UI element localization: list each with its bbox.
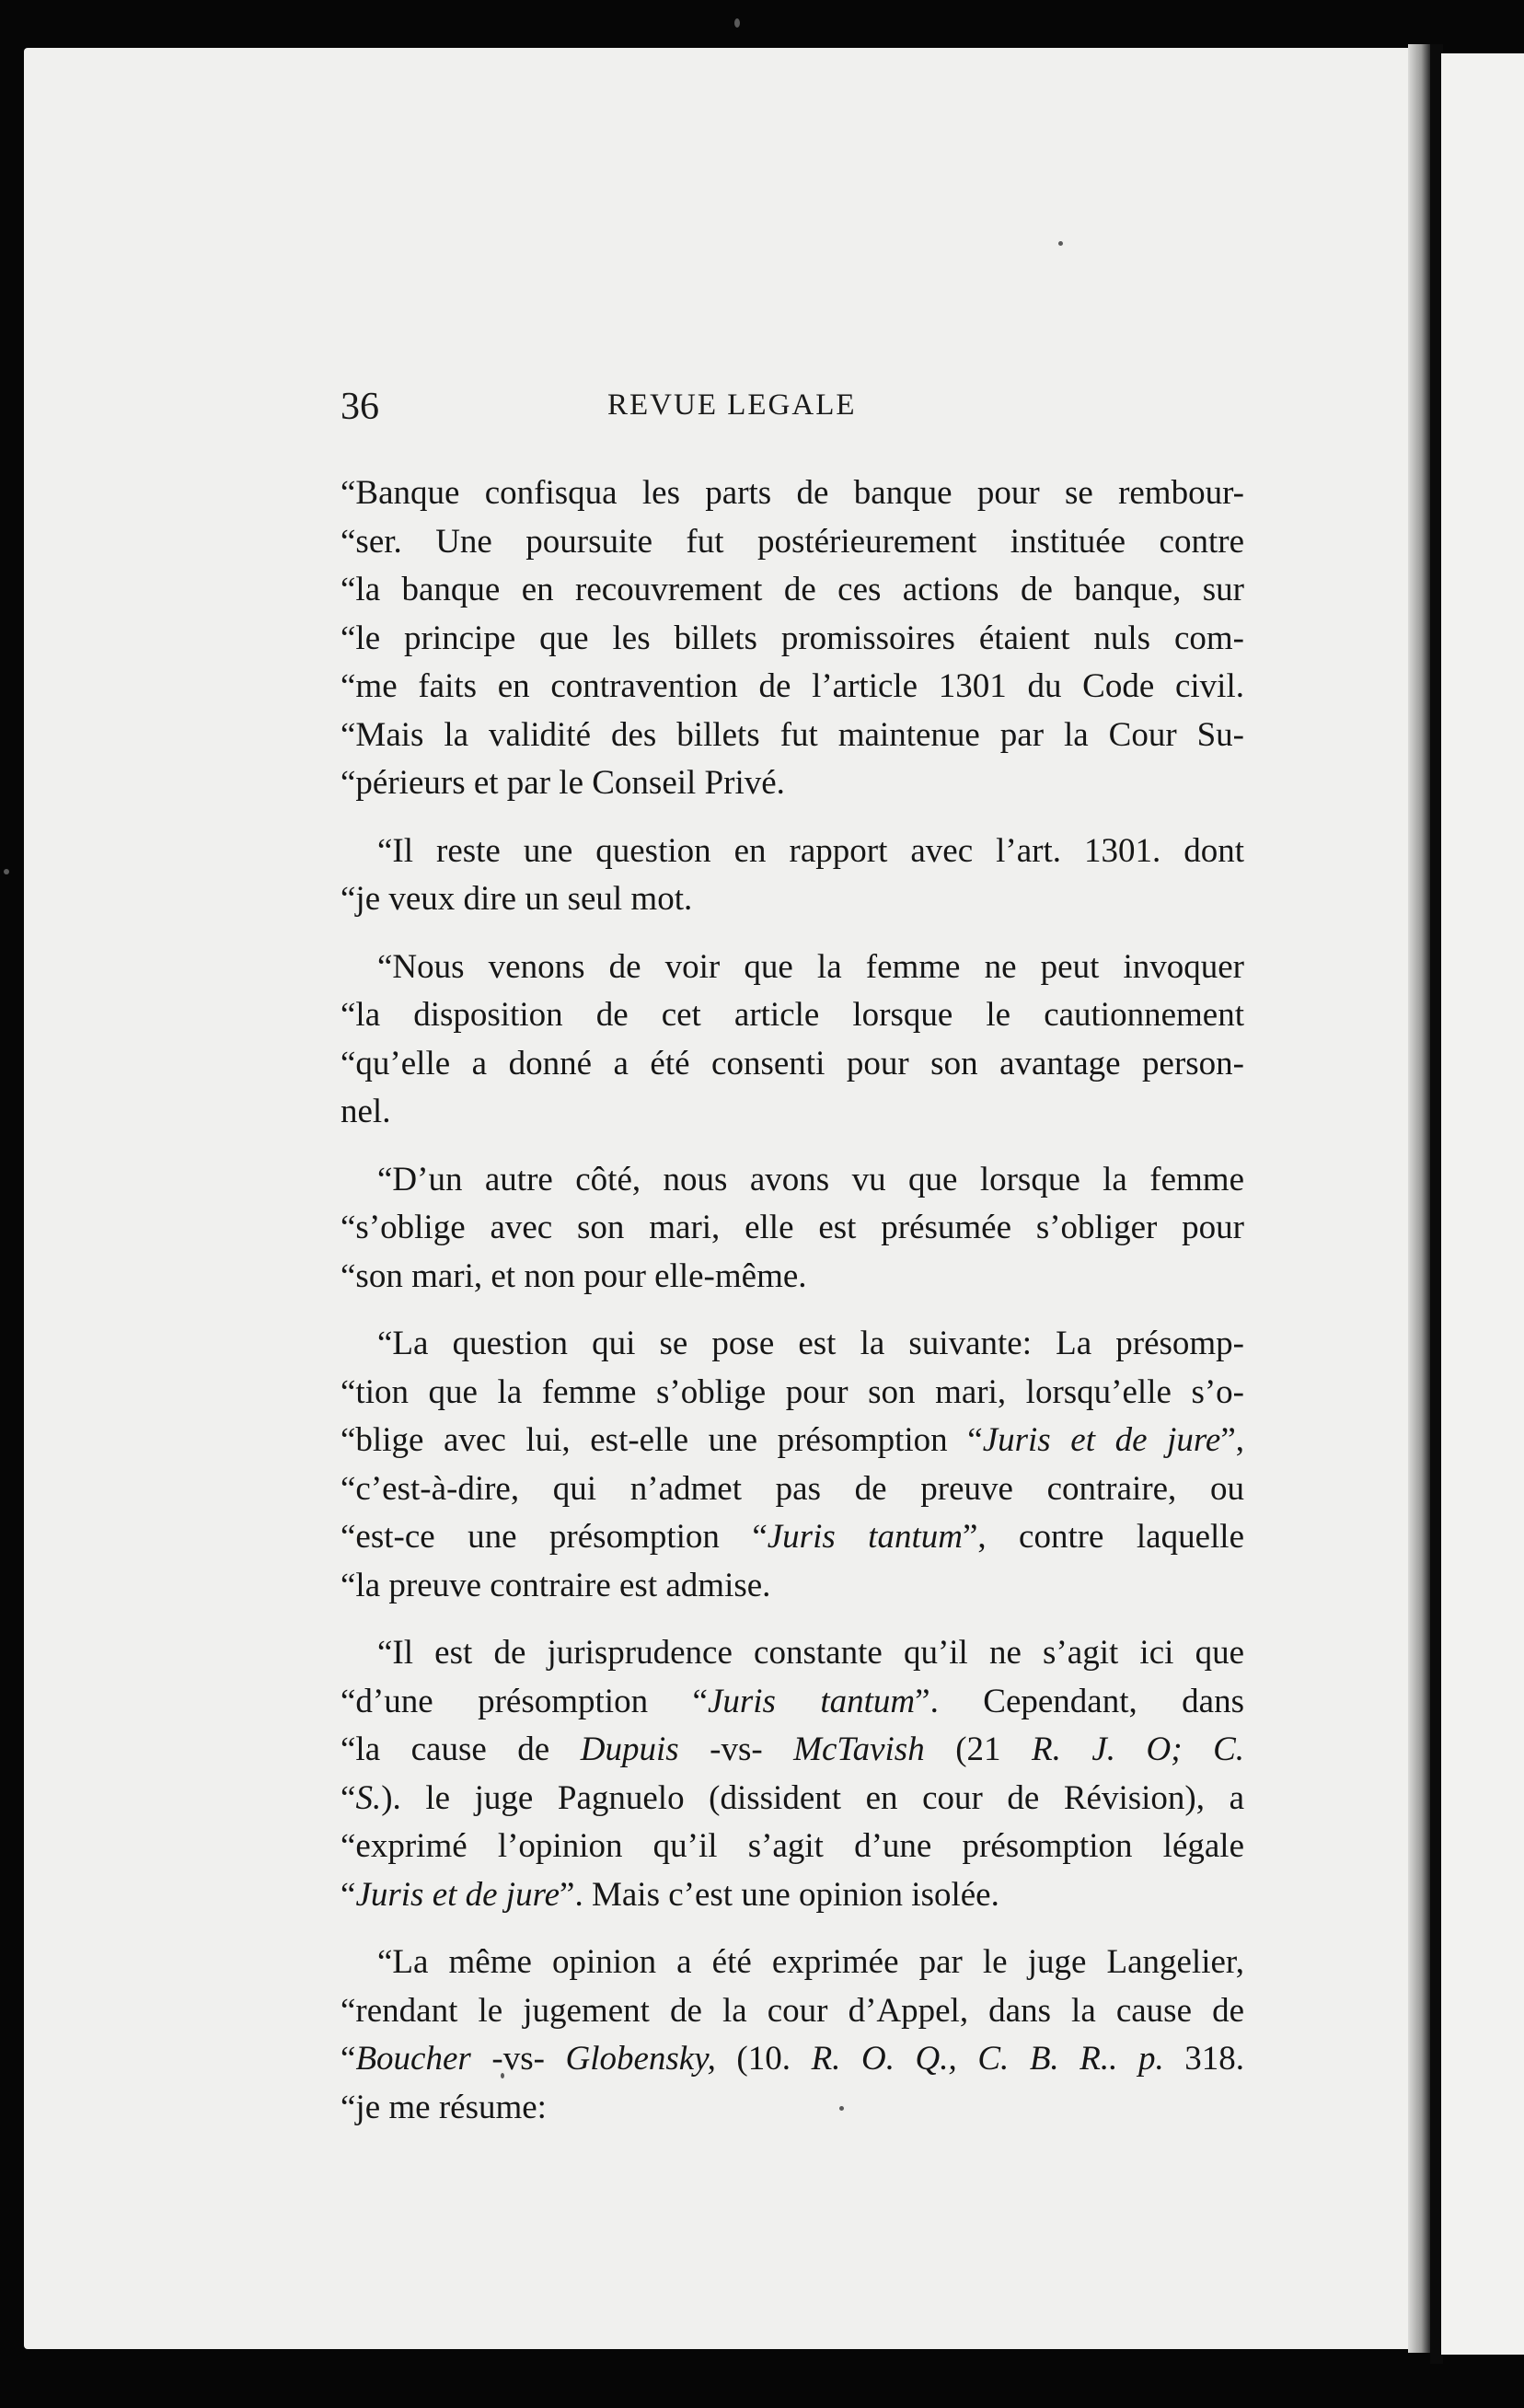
text-line: “rendant le jugement de la cour d’Appel, dans la cause de	[341, 1991, 1244, 2030]
italic-text: Globensky,	[565, 2040, 716, 2078]
italic-text: Dupuis	[580, 1731, 679, 1768]
italic-text: Boucher	[355, 2040, 471, 2078]
speck	[4, 869, 9, 874]
italic-text: Juris et de jure	[355, 1875, 560, 1914]
text-line: “blige avec lui, est-elle une présomption “Juris et de jure”,	[341, 1421, 1244, 1459]
paragraph	[341, 828, 1244, 924]
page-number: 36	[341, 386, 379, 428]
text-line: “Il reste une question en rapport avec l’art. 1301. dont	[377, 831, 1244, 870]
text-line: “c’est-à-dire, qui n’admet pas de preuve contraire, ou	[341, 1469, 1244, 1508]
paragraph	[341, 1629, 1244, 1919]
text-line: “qu’elle a donné a été consenti pour son avantage person-	[341, 1044, 1244, 1082]
text-line: “d’une présomption “Juris tantum”. Cependant, dans	[341, 1682, 1244, 1720]
page-header	[341, 385, 1261, 440]
text-line: “la cause de Dupuis -vs- McTavish (21 R. J. O; C.	[341, 1731, 1245, 1768]
text-line: “Boucher -vs- Globensky, (10. R. O. Q., C. B. R.. p. 318.	[341, 2040, 1245, 2078]
text-line: “Juris et de jure”. Mais c’est une opinion isolée.	[341, 1875, 999, 1914]
text-line: “est-ce une présomption “Juris tantum”, contre laquelle	[341, 1518, 1244, 1556]
text-line: “Mais la validité des billets fut maintenue par la Cour Su-	[341, 715, 1244, 754]
text-line: “périeurs et par le Conseil Privé.	[341, 764, 785, 802]
text-line: “la banque en recouvrement de ces actions de banque, sur	[341, 571, 1244, 608]
body-text	[341, 469, 1244, 2151]
running-title: REVUE LEGALE	[607, 388, 857, 422]
paragraph	[341, 469, 1244, 808]
text-line: “s’oblige avec son mari, elle est présumée s’obliger pour	[341, 1209, 1244, 1246]
italic-text: Juris tantum	[767, 1518, 963, 1556]
text-line: “S.). le juge Pagnuelo (dissident en cour de Révision), a	[341, 1778, 1244, 1817]
paragraph	[341, 944, 1244, 1137]
facing-page-edge	[1441, 53, 1524, 2355]
text-line: “exprimé l’opinion qu’il s’agit d’une présomption légale	[341, 1827, 1244, 1865]
text-line: “La question qui se pose est la suivante: La présomp-	[377, 1325, 1244, 1362]
paragraph	[341, 1939, 1244, 2132]
italic-text: Juris tantum	[707, 1682, 916, 1720]
text-line: “La même opinion a été exprimée par le juge Langelier,	[377, 1943, 1244, 1981]
italic-text: R. J. O; C.	[1032, 1731, 1245, 1768]
text-line: “la disposition de cet article lorsque le cautionnement	[341, 996, 1244, 1034]
text-line: “me faits en contravention de l’article 1301 du Code civil.	[341, 667, 1244, 705]
speck	[734, 18, 740, 28]
italic-text: Juris et de jure	[982, 1421, 1221, 1459]
text-line: “le principe que les billets promissoires étaient nuls com-	[341, 619, 1244, 657]
italic-text: p.	[1137, 2040, 1164, 2078]
text-line: nel.	[341, 1093, 391, 1130]
text-line: “D’un autre côté, nous avons vu que lorsque la femme	[377, 1160, 1244, 1198]
text-line: “son mari, et non pour elle-même.	[341, 1256, 807, 1295]
text-line: “Banque confisqua les parts de banque pour se rembour-	[341, 474, 1244, 512]
text-line: “tion que la femme s’oblige pour son mari, lorsqu’elle s’o-	[341, 1372, 1244, 1411]
italic-text: R. O. Q., C. B. R..	[811, 2040, 1118, 2078]
text-line: “Nous venons de voir que la femme ne peut invoquer	[377, 947, 1244, 986]
text-line: “ser. Une poursuite fut postérieurement instituée contre	[341, 522, 1244, 561]
italic-text: McTavish	[793, 1731, 925, 1768]
text-line: “je me résume:	[341, 2088, 547, 2126]
speck	[1058, 241, 1063, 246]
paragraph	[341, 1156, 1244, 1302]
italic-text: S.	[355, 1778, 382, 1817]
text-line: “la preuve contraire est admise.	[341, 1566, 771, 1604]
page-edge	[1408, 44, 1430, 2353]
text-line: “je veux dire un seul mot.	[341, 880, 693, 918]
paragraph	[341, 1320, 1244, 1610]
text-line: “Il est de jurisprudence constante qu’il ne s’agit ici que	[377, 1634, 1244, 1672]
